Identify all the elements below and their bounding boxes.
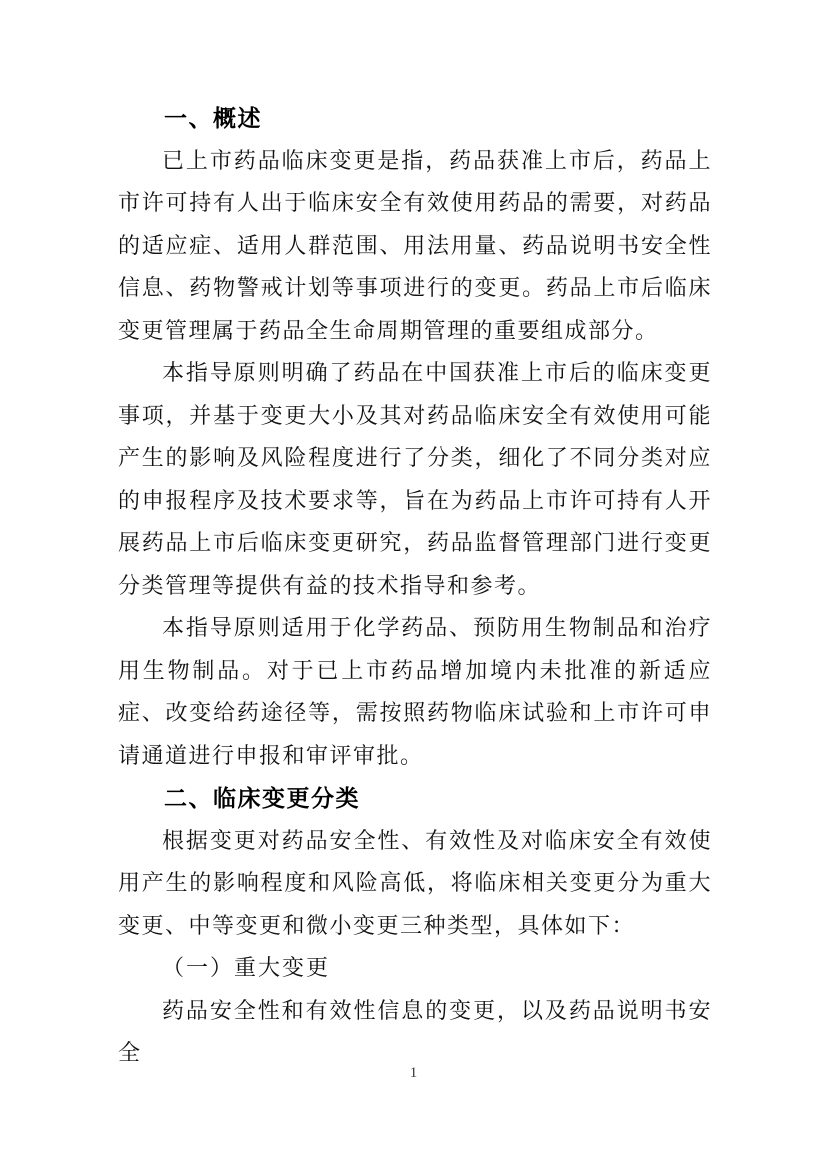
page-content	[118, 97, 712, 1075]
page-number: 1	[409, 1065, 418, 1081]
section-heading-classification: 二、临床变更分类	[164, 785, 360, 811]
subsection-heading-major-change: （一）重大变更	[162, 955, 331, 980]
paragraph-classification-basis: 根据变更对药品安全性、有效性及对临床安全有效使用产生的影响程度和风险高低，将临床相关变更分为重大变更、中等变更和微小变更三种类型，具体如下：	[118, 827, 712, 938]
section-heading-overview: 一、概述	[164, 105, 262, 131]
paragraph-guideline-purpose: 本指导原则明确了药品在中国获准上市后的临床变更事项，并基于变更大小及其对药品临床安全有效使用可能产生的影响及风险程度进行了分类，细化了不同分类对应的申报程序及技术要求等，旨在为药品上市许可持有人开展药品上市后临床变更研究，药品监督管理部门进行变更分类管理等提供有益的技术指导和参考。	[118, 360, 712, 598]
paragraph-clinical-change-definition: 已上市药品临床变更是指，药品获准上市后，药品上市许可持有人出于临床安全有效使用药品的需要，对药品的适应症、适用人群范围、用法用量、药品说明书安全性信息、药物警戒计划等事项进行的变更。药品上市后临床变更管理属于药品全生命周期管理的重要组成部分。	[118, 147, 712, 343]
paragraph-guideline-scope: 本指导原则适用于化学药品、预防用生物制品和治疗用生物制品。对于已上市药品增加境内未批准的新适应症、改变给药途径等，需按照药物临床试验和上市许可申请通道进行申报和审评审批。	[118, 615, 712, 768]
paragraph-major-change-intro: 药品安全性和有效性信息的变更，以及药品说明书安全	[118, 997, 712, 1065]
